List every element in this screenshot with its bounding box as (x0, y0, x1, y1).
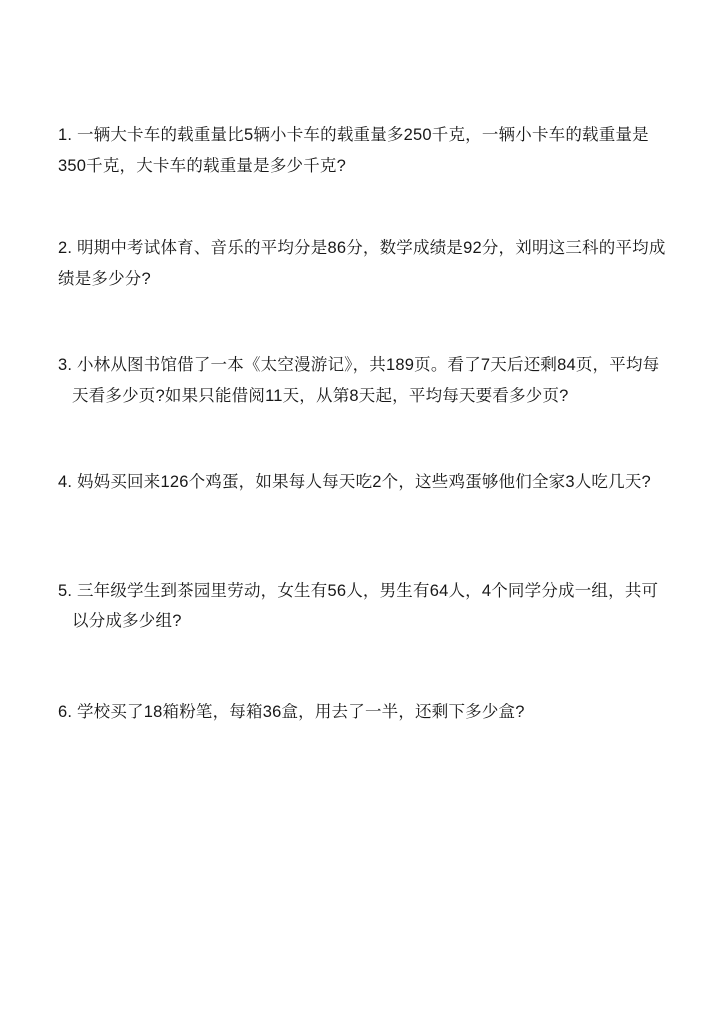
problem-item-6: 6. 学校买了18箱粉笔，每箱36盒，用去了一半，还剩下多少盒? (58, 702, 525, 721)
problem-item-5: 5. 三年级学生到茶园里劳动，女生有56人，男生有64人，4个同学分成一组，共可以分成多少组? (58, 581, 659, 631)
problem-item-4: 4. 妈妈买回来126个鸡蛋，如果每人每天吃2个，这些鸡蛋够他们全家3人吃几天? (58, 473, 651, 492)
problem-item-3: 3. 小林从图书馆借了一本《太空漫游记》，共189页。看了7天后还剩84页，平均每天看多少页?如果只能借阅11天，从第8天起，平均每天要看多少页? (58, 356, 660, 405)
problem-item-1: 1. 一辆大卡车的载重量比5辆小卡车的载重量多250千克，一辆小卡车的载重量是350千克，大卡车的载重量是多少千克? (58, 126, 649, 175)
problem-item-2: 2. 明期中考试体育、音乐的平均分是86分，数学成绩是92分，刘明这三科的平均成绩是多少分? (58, 239, 666, 288)
